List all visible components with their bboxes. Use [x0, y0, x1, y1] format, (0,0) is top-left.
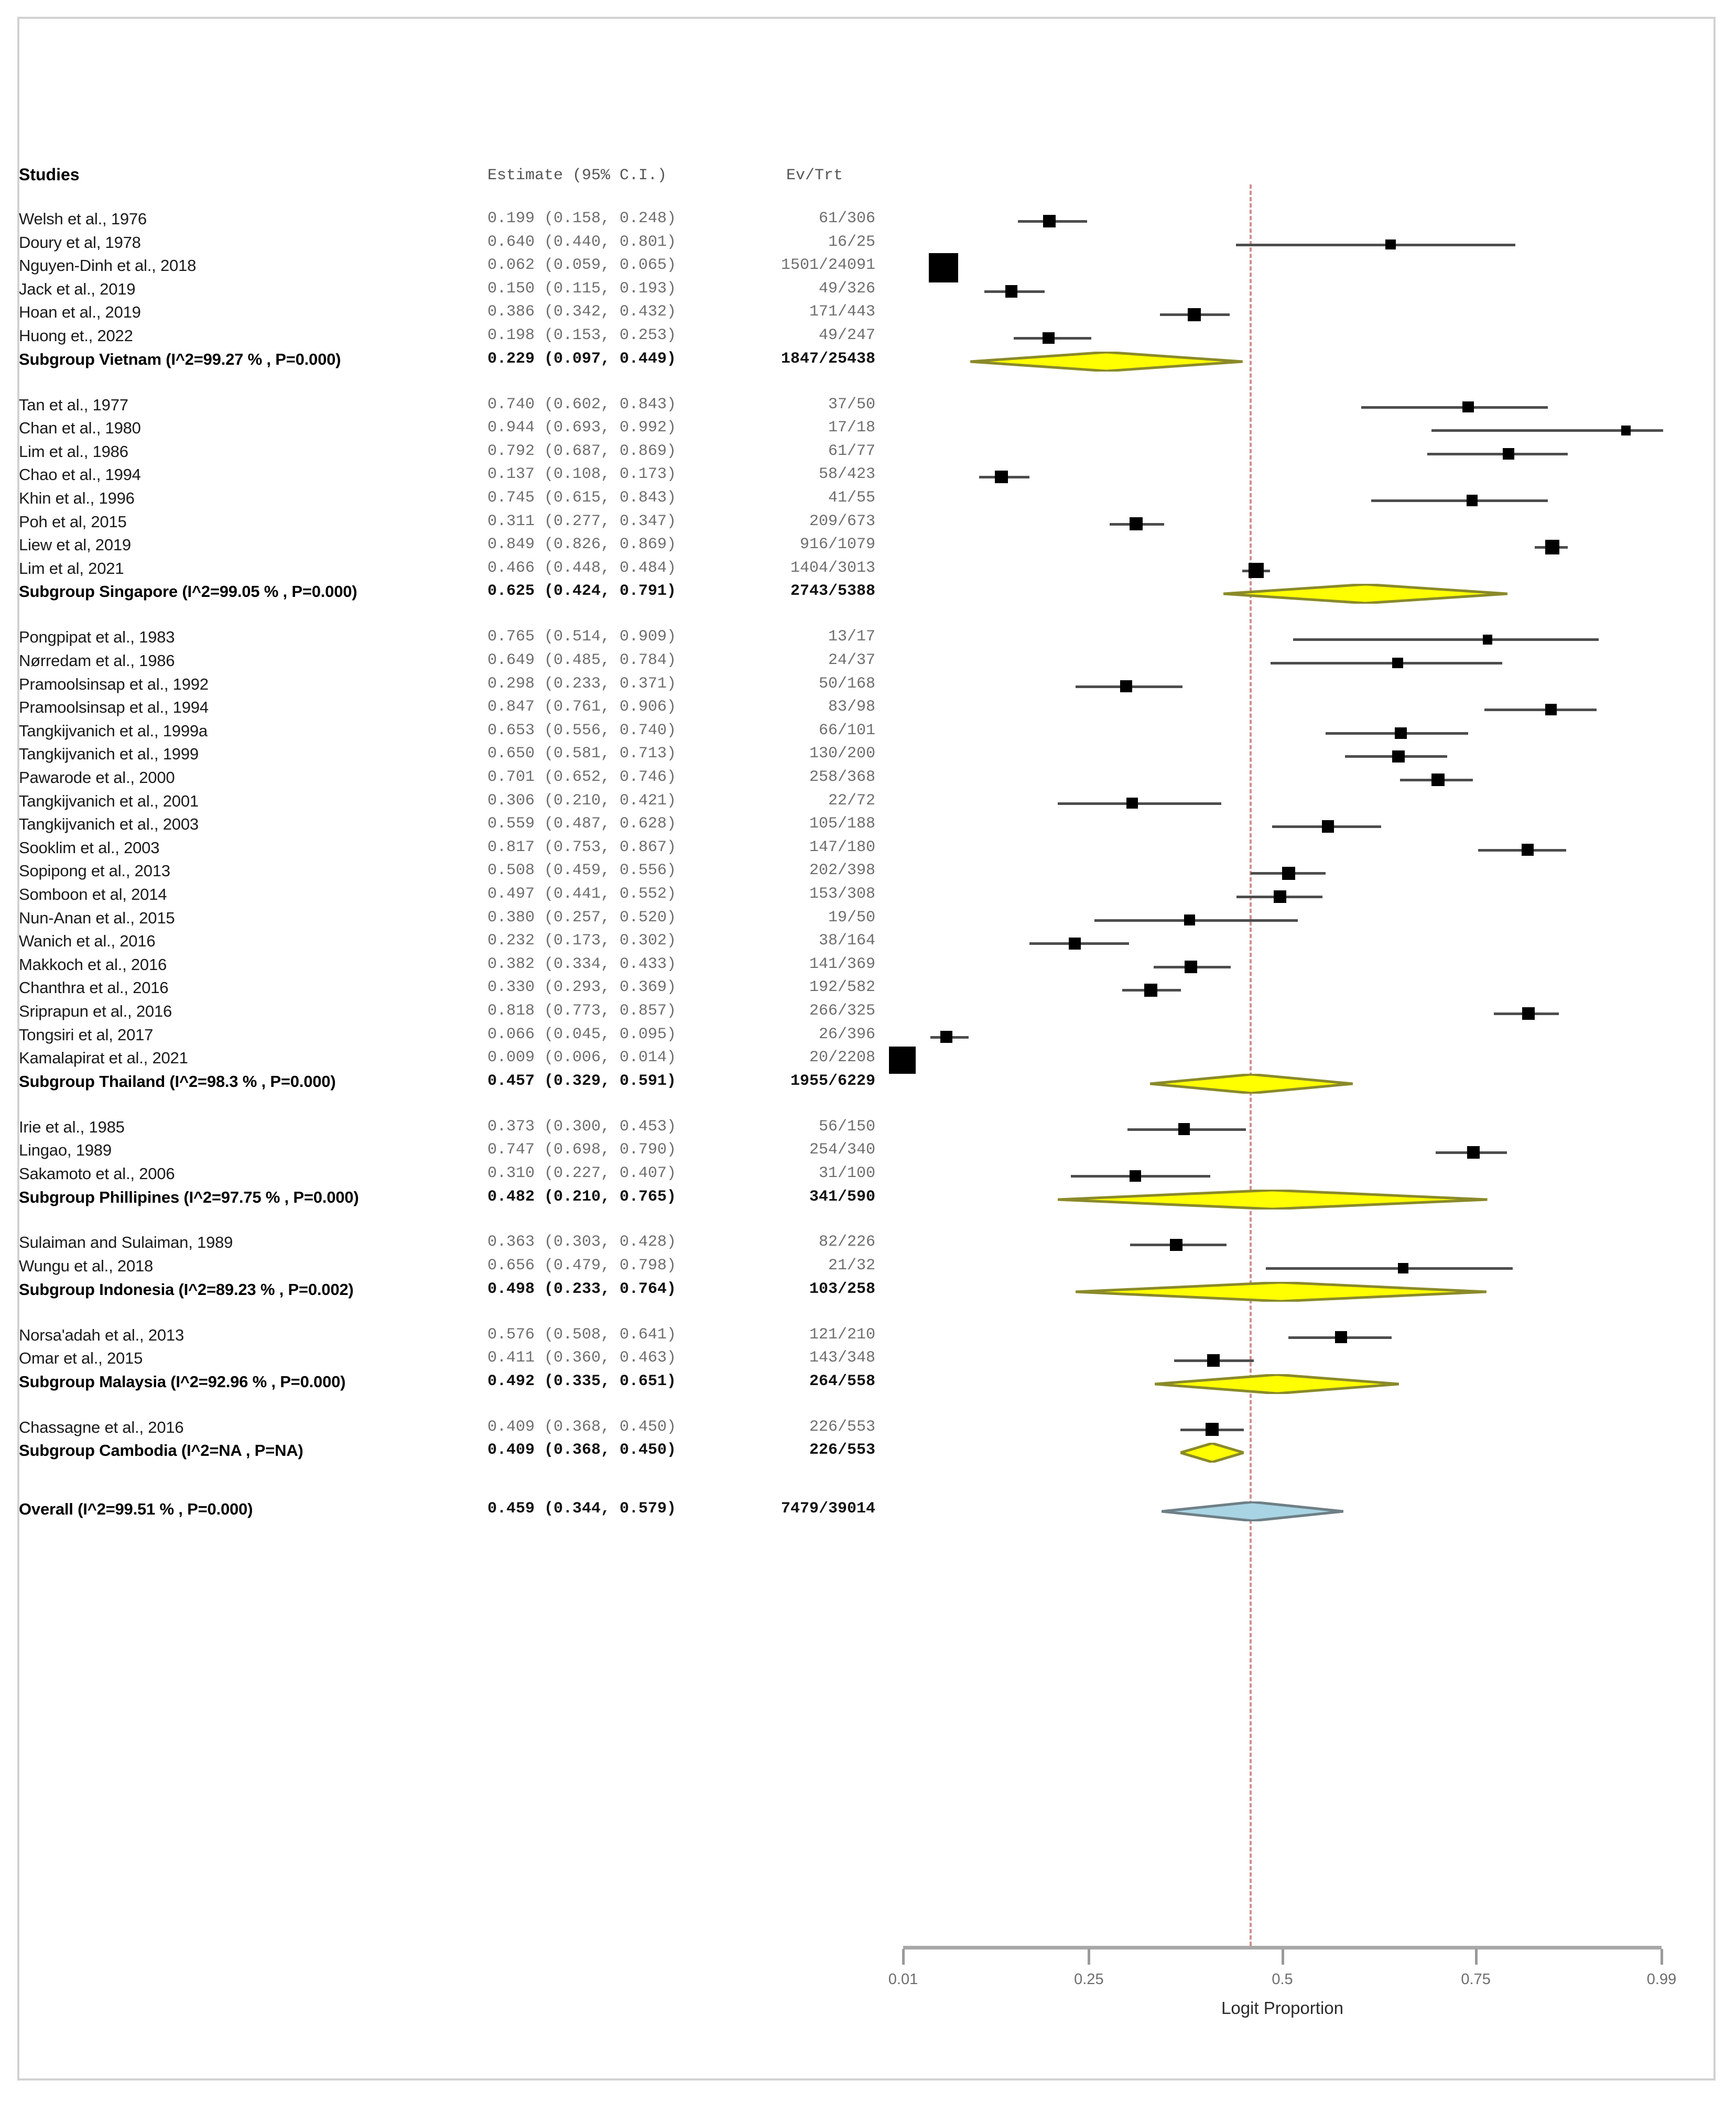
- ev-trt-value: 141/369: [809, 955, 875, 973]
- ev-trt-value: 82/226: [818, 1233, 875, 1251]
- study-label: Subgroup Thailand (I^2=98.3 % , P=0.000): [19, 1072, 336, 1091]
- subgroup-row: [0, 1072, 1736, 1095]
- estimate-ci-value: 0.232 (0.173, 0.302): [487, 932, 677, 950]
- table-row: [0, 909, 1736, 932]
- study-label: Nørredam et al., 1986: [19, 651, 175, 670]
- table-row: [0, 233, 1736, 256]
- x-axis-tick: [1661, 1949, 1663, 1965]
- ev-trt-value: 121/210: [809, 1325, 875, 1344]
- ev-trt-value: 916/1079: [799, 536, 875, 554]
- ev-trt-value: 37/50: [828, 395, 875, 413]
- x-axis-tick-label: 0.25: [1074, 1971, 1104, 1988]
- x-axis-tick: [902, 1949, 905, 1965]
- table-row: [0, 1233, 1736, 1256]
- study-label: Pongpipat et al., 1983: [19, 628, 175, 647]
- table-row: [0, 1326, 1736, 1349]
- estimate-ci-value: 0.653 (0.556, 0.740): [487, 721, 677, 739]
- ev-trt-value: 254/340: [809, 1141, 875, 1159]
- table-row: [0, 955, 1736, 978]
- estimate-ci-value: 0.009 (0.006, 0.014): [487, 1049, 677, 1067]
- study-label: Nun-Anan et al., 2015: [19, 908, 175, 927]
- estimate-ci-value: 0.137 (0.108, 0.173): [487, 465, 677, 484]
- study-label: Chassagne et al., 2016: [19, 1418, 184, 1436]
- estimate-ci-value: 0.508 (0.459, 0.556): [487, 862, 677, 880]
- x-axis-tick: [1475, 1949, 1478, 1965]
- study-label: Kamalapirat et al., 2021: [19, 1049, 188, 1068]
- ev-trt-value: 202/398: [809, 862, 875, 880]
- estimate-ci-value: 0.649 (0.485, 0.784): [487, 651, 677, 669]
- ev-trt-value: 226/553: [809, 1441, 875, 1460]
- study-label: Subgroup Indonesia (I^2=89.23 % , P=0.002): [19, 1280, 354, 1299]
- ev-trt-value: 19/50: [828, 908, 875, 927]
- study-label: Tan et al., 1977: [19, 395, 128, 414]
- study-label: Pramoolsinsap et al., 1992: [19, 674, 209, 693]
- ev-trt-value: 226/553: [809, 1418, 875, 1436]
- estimate-ci-value: 0.457 (0.329, 0.591): [487, 1072, 677, 1090]
- estimate-ci-value: 0.482 (0.210, 0.765): [487, 1188, 677, 1206]
- study-label: Chan et al., 1980: [19, 419, 141, 438]
- table-row: [0, 256, 1736, 279]
- estimate-ci-value: 0.062 (0.059, 0.065): [487, 256, 677, 275]
- estimate-ci-value: 0.818 (0.773, 0.857): [487, 1001, 677, 1020]
- x-axis-tick-label: 0.99: [1646, 1971, 1677, 1988]
- ev-trt-value: 61/77: [828, 442, 875, 460]
- ev-trt-value: 130/200: [809, 745, 875, 763]
- subgroup-row: [0, 582, 1736, 605]
- ev-trt-value: 2743/5388: [790, 582, 875, 601]
- column-header-studies: Studies: [19, 165, 80, 184]
- estimate-ci-value: 0.409 (0.368, 0.450): [487, 1418, 677, 1436]
- estimate-ci-value: 0.306 (0.210, 0.421): [487, 791, 677, 810]
- estimate-ci-value: 0.847 (0.761, 0.906): [487, 698, 677, 716]
- table-row: [0, 396, 1736, 419]
- ev-trt-value: 20/2208: [809, 1049, 875, 1067]
- estimate-ci-value: 0.310 (0.227, 0.407): [487, 1164, 677, 1182]
- ev-trt-value: 105/188: [809, 815, 875, 833]
- ev-trt-value: 38/164: [818, 932, 875, 950]
- estimate-ci-value: 0.747 (0.698, 0.790): [487, 1141, 677, 1159]
- estimate-ci-value: 0.765 (0.514, 0.909): [487, 628, 677, 646]
- estimate-ci-value: 0.497 (0.441, 0.552): [487, 885, 677, 903]
- table-row: [0, 210, 1736, 233]
- estimate-ci-value: 0.817 (0.753, 0.867): [487, 838, 677, 856]
- study-label: Norsa'adah et al., 2013: [19, 1325, 184, 1344]
- estimate-ci-value: 0.198 (0.153, 0.253): [487, 326, 677, 344]
- ev-trt-value: 49/326: [818, 279, 875, 298]
- subgroup-row: [0, 1373, 1736, 1396]
- table-row: [0, 419, 1736, 442]
- study-label: Subgroup Phillipines (I^2=97.75 % , P=0.000): [19, 1188, 359, 1206]
- study-label: Tangkijvanich et al., 1999: [19, 745, 199, 764]
- table-row: [0, 838, 1736, 862]
- estimate-ci-value: 0.382 (0.334, 0.433): [487, 955, 677, 973]
- estimate-ci-value: 0.373 (0.300, 0.453): [487, 1117, 677, 1136]
- ev-trt-value: 266/325: [809, 1001, 875, 1020]
- study-label: Sulaiman and Sulaiman, 1989: [19, 1233, 233, 1252]
- estimate-ci-value: 0.466 (0.448, 0.484): [487, 559, 677, 577]
- x-axis-tick-label: 0.75: [1461, 1971, 1491, 1988]
- table-row: [0, 303, 1736, 326]
- table-row: [0, 815, 1736, 838]
- study-label: Pramoolsinsap et al., 1994: [19, 698, 209, 717]
- ev-trt-value: 50/168: [818, 674, 875, 693]
- study-label: Subgroup Malaysia (I^2=92.96 % , P=0.000): [19, 1372, 346, 1391]
- estimate-ci-value: 0.066 (0.045, 0.095): [487, 1025, 677, 1043]
- study-label: Pawarode et al., 2000: [19, 768, 175, 787]
- estimate-ci-value: 0.409 (0.368, 0.450): [487, 1441, 677, 1460]
- table-row: [0, 1418, 1736, 1441]
- study-label: Tangkijvanich et al., 2001: [19, 791, 199, 810]
- study-label: Lim et al., 1986: [19, 442, 128, 461]
- table-row: [0, 1164, 1736, 1188]
- column-header-ev-trt: Ev/Trt: [786, 167, 843, 184]
- ev-trt-value: 26/396: [818, 1025, 875, 1043]
- ev-trt-value: 264/558: [809, 1372, 875, 1390]
- study-label: Khin et al., 1996: [19, 488, 135, 507]
- ev-trt-value: 147/180: [809, 838, 875, 856]
- study-label: Tongsiri et al, 2017: [19, 1025, 154, 1044]
- table-row: [0, 1118, 1736, 1141]
- study-label: Chanthra et al., 2016: [19, 978, 169, 997]
- estimate-ci-value: 0.311 (0.277, 0.347): [487, 512, 677, 530]
- table-row: [0, 1002, 1736, 1025]
- table-row: [0, 885, 1736, 908]
- estimate-ci-value: 0.330 (0.293, 0.369): [487, 978, 677, 997]
- table-row: [0, 513, 1736, 536]
- table-row: [0, 722, 1736, 745]
- table-row: [0, 559, 1736, 582]
- ev-trt-value: 1847/25438: [780, 350, 875, 368]
- subgroup-row: [0, 1280, 1736, 1303]
- estimate-ci-value: 0.411 (0.360, 0.463): [487, 1349, 677, 1367]
- ev-trt-value: 66/101: [818, 721, 875, 739]
- estimate-ci-value: 0.498 (0.233, 0.764): [487, 1280, 677, 1298]
- estimate-ci-value: 0.363 (0.303, 0.428): [487, 1233, 677, 1251]
- ev-trt-value: 17/18: [828, 419, 875, 437]
- study-label: Subgroup Cambodia (I^2=NA , P=NA): [19, 1441, 303, 1460]
- table-row: [0, 326, 1736, 350]
- subgroup-row: [0, 1441, 1736, 1464]
- study-label: Chao et al., 1994: [19, 465, 141, 484]
- estimate-ci-value: 0.492 (0.335, 0.651): [487, 1372, 677, 1390]
- study-label: Tangkijvanich et al., 1999a: [19, 721, 208, 740]
- ev-trt-value: 13/17: [828, 628, 875, 646]
- ev-trt-value: 58/423: [818, 465, 875, 484]
- table-row: [0, 745, 1736, 768]
- table-row: [0, 862, 1736, 885]
- ev-trt-value: 21/32: [828, 1257, 875, 1275]
- ev-trt-value: 153/308: [809, 885, 875, 903]
- estimate-ci-value: 0.386 (0.342, 0.432): [487, 303, 677, 321]
- ev-trt-value: 258/368: [809, 768, 875, 786]
- column-header-estimate: Estimate (95% C.I.): [487, 167, 667, 184]
- table-row: [0, 280, 1736, 303]
- ev-trt-value: 1955/6229: [790, 1072, 875, 1090]
- study-label: Omar et al., 2015: [19, 1349, 143, 1368]
- estimate-ci-value: 0.640 (0.440, 0.801): [487, 233, 677, 251]
- table-row: [0, 932, 1736, 955]
- study-label: Sopipong et al., 2013: [19, 862, 170, 880]
- x-axis-title: Logit Proportion: [1221, 1998, 1343, 2018]
- study-label: Jack et al., 2019: [19, 279, 136, 298]
- estimate-ci-value: 0.559 (0.487, 0.628): [487, 815, 677, 833]
- ev-trt-value: 7479/39014: [780, 1499, 875, 1518]
- x-axis-tick: [1088, 1949, 1090, 1965]
- table-row: [0, 489, 1736, 512]
- table-row: [0, 1049, 1736, 1072]
- ev-trt-value: 209/673: [809, 512, 875, 530]
- study-label: Subgroup Vietnam (I^2=99.27 % , P=0.000): [19, 350, 341, 368]
- ev-trt-value: 192/582: [809, 978, 875, 997]
- table-row: [0, 978, 1736, 1001]
- table-row: [0, 1257, 1736, 1280]
- estimate-ci-value: 0.380 (0.257, 0.520): [487, 908, 677, 927]
- estimate-ci-value: 0.298 (0.233, 0.371): [487, 674, 677, 693]
- study-label: Doury et al, 1978: [19, 233, 141, 252]
- table-row: [0, 1349, 1736, 1372]
- estimate-ci-value: 0.656 (0.479, 0.798): [487, 1257, 677, 1275]
- study-label: Lingao, 1989: [19, 1141, 112, 1160]
- estimate-ci-value: 0.150 (0.115, 0.193): [487, 279, 677, 298]
- study-label: Overall (I^2=99.51 % , P=0.000): [19, 1499, 253, 1518]
- study-label: Sakamoto et al., 2006: [19, 1164, 175, 1183]
- study-label: Somboon et al, 2014: [19, 885, 167, 903]
- estimate-ci-value: 0.701 (0.652, 0.746): [487, 768, 677, 786]
- ev-trt-value: 31/100: [818, 1164, 875, 1182]
- ev-trt-value: 103/258: [809, 1280, 875, 1298]
- table-row: [0, 768, 1736, 791]
- study-label: Hoan et al., 2019: [19, 303, 141, 322]
- ev-trt-value: 24/37: [828, 651, 875, 669]
- table-row: [0, 628, 1736, 651]
- overall-row: [0, 1500, 1736, 1523]
- ev-trt-value: 22/72: [828, 791, 875, 810]
- ev-trt-value: 1501/24091: [780, 256, 875, 275]
- table-row: [0, 792, 1736, 815]
- study-label: Wungu et al., 2018: [19, 1257, 154, 1276]
- study-label: Liew et al, 2019: [19, 536, 131, 554]
- study-label: Sooklim et al., 2003: [19, 838, 160, 857]
- estimate-ci-value: 0.944 (0.693, 0.992): [487, 419, 677, 437]
- estimate-ci-value: 0.229 (0.097, 0.449): [487, 350, 677, 368]
- estimate-ci-value: 0.625 (0.424, 0.791): [487, 582, 677, 601]
- ev-trt-value: 56/150: [818, 1117, 875, 1136]
- x-axis-tick-label: 0.01: [888, 1971, 918, 1988]
- ev-trt-value: 341/590: [809, 1188, 875, 1206]
- study-label: Sriprapun et al., 2016: [19, 1001, 172, 1020]
- ev-trt-value: 49/247: [818, 326, 875, 344]
- study-label: Tangkijvanich et al., 2003: [19, 815, 199, 834]
- table-row: [0, 1026, 1736, 1049]
- table-row: [0, 1141, 1736, 1164]
- study-label: Subgroup Singapore (I^2=99.05 % , P=0.000): [19, 582, 357, 601]
- study-label: Makkoch et al., 2016: [19, 955, 167, 974]
- table-row: [0, 675, 1736, 698]
- ev-trt-value: 1404/3013: [790, 559, 875, 577]
- estimate-ci-value: 0.459 (0.344, 0.579): [487, 1499, 677, 1518]
- study-label: Welsh et al., 1976: [19, 210, 147, 228]
- table-row: [0, 536, 1736, 559]
- table-row: [0, 698, 1736, 721]
- subgroup-row: [0, 350, 1736, 373]
- ev-trt-value: 16/25: [828, 233, 875, 251]
- estimate-ci-value: 0.576 (0.508, 0.641): [487, 1325, 677, 1344]
- study-label: Nguyen-Dinh et al., 2018: [19, 256, 197, 275]
- ev-trt-value: 41/55: [828, 488, 875, 507]
- study-label: Wanich et al., 2016: [19, 932, 156, 951]
- study-label: Huong et., 2022: [19, 326, 133, 345]
- study-label: Lim et al, 2021: [19, 559, 124, 578]
- estimate-ci-value: 0.745 (0.615, 0.843): [487, 488, 677, 507]
- ev-trt-value: 143/348: [809, 1349, 875, 1367]
- estimate-ci-value: 0.792 (0.687, 0.869): [487, 442, 677, 460]
- table-row: [0, 465, 1736, 488]
- ev-trt-value: 171/443: [809, 303, 875, 321]
- table-row: [0, 651, 1736, 674]
- study-label: Irie et al., 1985: [19, 1117, 125, 1136]
- x-axis-tick-label: 0.5: [1272, 1971, 1293, 1988]
- ev-trt-value: 61/306: [818, 210, 875, 227]
- estimate-ci-value: 0.199 (0.158, 0.248): [487, 210, 677, 227]
- estimate-ci-value: 0.650 (0.581, 0.713): [487, 745, 677, 763]
- estimate-ci-value: 0.849 (0.826, 0.869): [487, 536, 677, 554]
- x-axis-tick: [1282, 1949, 1284, 1965]
- table-row: [0, 442, 1736, 465]
- subgroup-row: [0, 1188, 1736, 1211]
- estimate-ci-value: 0.740 (0.602, 0.843): [487, 395, 677, 413]
- ev-trt-value: 83/98: [828, 698, 875, 716]
- study-label: Poh et al, 2015: [19, 512, 127, 531]
